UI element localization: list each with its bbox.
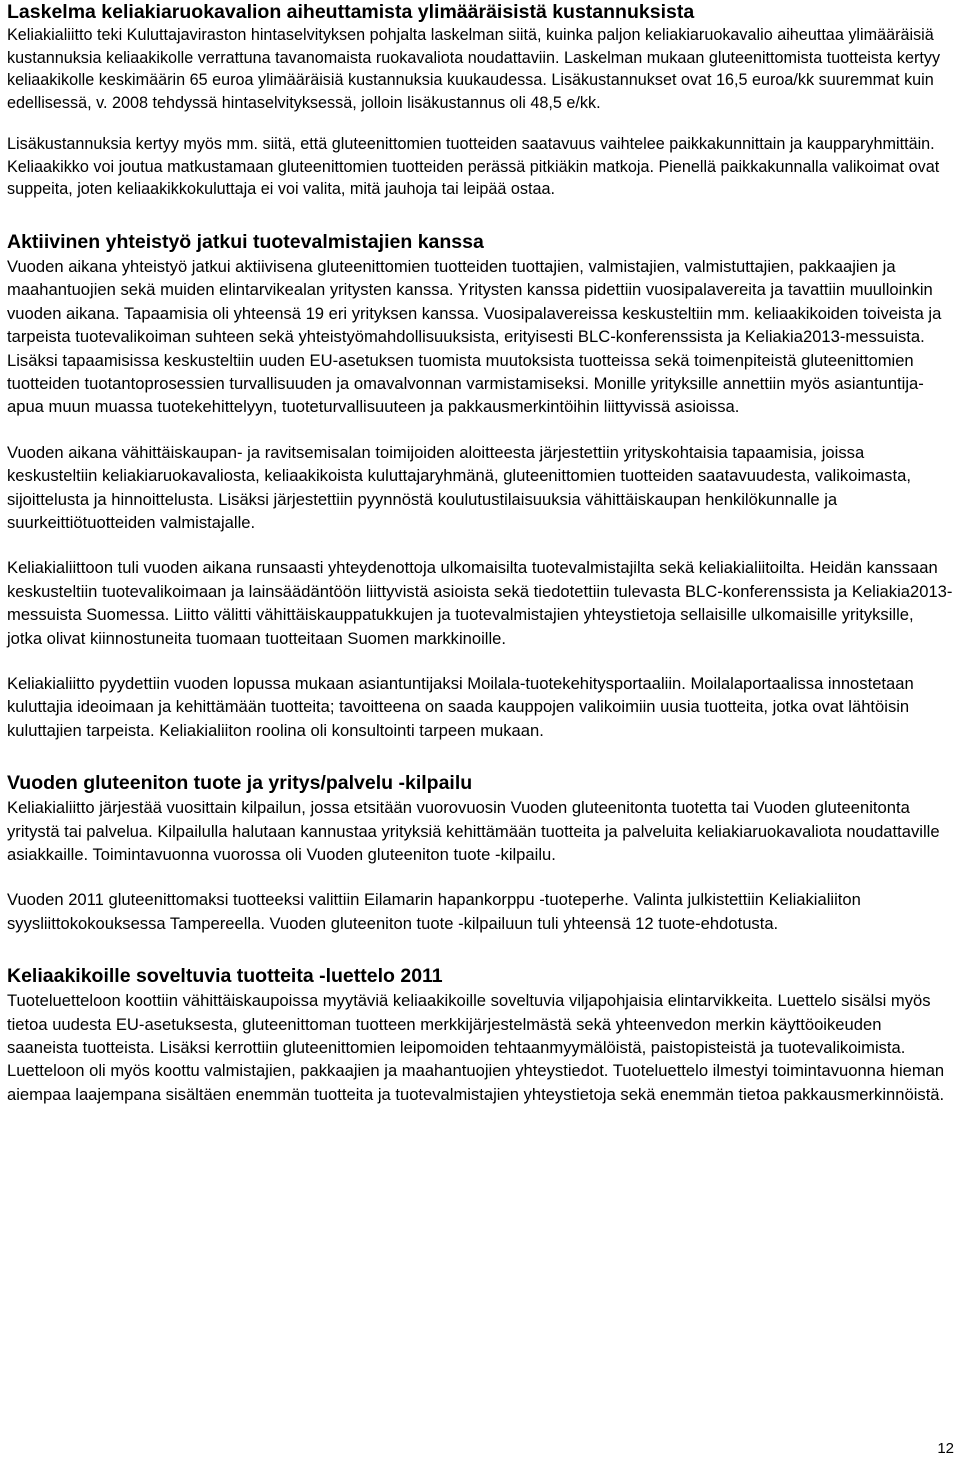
document-page [7,0,953,1106]
body-paragraph: Vuoden aikana yhteistyö jatkui aktiivisena gluteenittomien tuotteiden tuottajien, valmistajien, valmistuttajien, pakkaajien ja maahantuojien sekä muiden elintarvikealan yritysten kanssa. Yritysten kanssa pidettiin vuosipalavereita ja tavattiin muulloinkin vuoden aikana. Tapaamisia oli yhteensä 19 eri yrityksen kanssa. Vuosipalavereissa keskusteltiin mm. keliaakikoiden toiveista ja tarpeista tuotevalikoiman suhteen sekä yhteistyömahdollisuuksista, erityisesti BLC-konferenssista ja Keliakia2013-messuista. Lisäksi tapaamisissa keskusteltiin uuden EU-asetuksen tuomista muutoksista tuotteissa sekä toimenpiteistä gluteenittomien tuotteiden tuotantoprosessien turvallisuuden ja omavalvonnan varmistamiseksi. Monille yrityksille annettiin myös asiantuntija-apua muun muassa tuotekehittelyyn, tuoteturvallisuuteen ja pakkausmerkintöihin liittyvissä asioissa. [7,256,942,417]
page-number: 12 [937,1440,954,1457]
body-paragraph: Vuoden aikana vähittäiskaupan- ja ravitsemisalan toimijoiden aloitteesta järjestettiin yrityskohtaisia tapaamisia, joissa keskusteltiin keliakiaruokavaliosta, keliaakikoista kuluttajaryhmänä, gluteenittomien tuotteiden saatavuudesta, valikoimasta, sijoittelusta ja hinnoittelusta. Lisäksi järjestettiin pyynnöstä koulutustilaisuuksia vähittäiskaupan henkilökunnalle ja suurkeittiötuotteiden valmistajalle. [7,442,911,532]
section-manufacturer-cooperation [7,229,953,742]
body-paragraph: Keliakialiittoon tuli vuoden aikana runsaasti yhteydenottoja ulkomaisilta tuotevalmistajilta sekä keliakialiitoilta. Heidän kanssaan keskusteltiin tuotevalikoimaan ja lainsäädäntöön liittyvistä asioista sekä tiedotettiin tulevasta BLC-konferenssista ja Keliakia2013-messuista Suomessa. Liitto välitti vähittäiskauppatukkujen ja tuotevalmistajien yhteystietoja sellaisille ulkomaisille yrityksille, jotka olivat kiinnostuneita tuomaan tuotteitaan Suomen markkinoille. [7,558,953,648]
body-paragraph: Keliakialiitto pyydettiin vuoden lopussa mukaan asiantuntijaksi Moilala-tuotekehitysportaaliin. Moilalaportaalissa innostetaan kuluttajia ideoimaan ja kehittämään tuotteita; tavoitteena on saada kauppojen valikoimiin uusia tuotteita, jotka ovat lähtöisin kuluttajien tarpeista. Keliakialiiton roolina oli konsultointi tarpeen mukaan. [7,674,914,740]
section-cost-calculation [7,0,953,201]
body-paragraph: Keliakialiitto järjestää vuosittain kilpailun, jossa etsitään vuorovuosin Vuoden gluteenitonta tuotetta tai Vuoden gluteenitonta yritystä tai palvelua. Kilpailulla halutaan kannustaa yrityksiä kehittämään tuotteita ja palveluita keliakiaruokavaliota noudattaville asiakkaille. Toimintavuonna vuorossa oli Vuoden gluteeniton tuote -kilpailu. [7,798,940,865]
body-paragraph: Vuoden 2011 gluteenittomaksi tuotteeksi valittiin Eilamarin hapankorppu -tuoteperhe. Valinta julkistettiin Keliakialiiton syysliittokokouksessa Tampereella. Vuoden gluteeniton tuote -kilpailuun tuli yhteensä 12 tuote-ehdotusta. [7,890,861,933]
section-heading: Laskelma keliakiaruokavalion aiheuttamista ylimääräisistä kustannuksista [7,1,695,23]
section-heading: Vuoden gluteeniton tuote ja yritys/palvelu -kilpailu [7,772,473,795]
body-paragraph: Tuoteluetteloon koottiin vähittäiskaupoissa myytäviä keliaakikoille soveltuvia viljapohjaisia elintarvikkeita. Luettelo sisälsi myös tietoa uudesta EU-asetuksesta, gluteenittoman tuotteen merkkijärjestelmästä sekä yhteenvedon merkin käyttöoikeuden saaneista tuotteista. Lisäksi kerrottiin gluteenittomien leipomoiden tehtaanmyymälöistä, paistopisteistä ja tuotevalikoimista. Luetteloon oli myös koottu valmistajien, pakkaajien ja maahantuojien yhteystiedot. Tuoteluettelo ilmestyi toimintavuonna hieman aiempaa laajempana sisältäen enemmän tuotteita ja tuotevalmistajien yhteystietoja sekä enemmän tietoa pakkausmerkinnöistä. [7,991,945,1104]
body-paragraph: Lisäkustannuksia kertyy myös mm. siitä, että gluteenittomien tuotteiden saatavuus vaihtelee paikkakunnittain ja kaupparyhmittäin. Keliaakikko voi joutua matkustamaan gluteenittomien tuotteiden perässä pitkiäkin matkoja. Pienellä paikkakunnalla valikoimat ovat suppeita, joten keliaakikkokuluttaja ei voi valita, mitä jauhoja tai leipää ostaa. [7,134,940,199]
section-heading: Keliaakikoille soveltuvia tuotteita -luettelo 2011 [7,965,443,988]
section-heading: Aktiivinen yhteistyö jatkui tuotevalmistajien kanssa [7,230,484,253]
section-gluten-free-competition [7,770,953,935]
section-product-catalogue [7,963,953,1106]
body-paragraph: Keliakialiitto teki Kuluttajaviraston hintaselvityksen pohjalta laskelman siitä, kuinka paljon keliakiaruokavalio aiheuttaa ylimääräisiä kustannuksia keliaakikolle verrattuna tavanomaista ruokavaliota noudattaviin. Laskelman mukaan gluteenittomista tuotteista kertyy keliaakikolle keskimäärin 65 euroa ylimääräisiä kustannuksia kuukaudessa. Lisäkustannukset ovat 16,5 euroa/kk suuremmat kuin edellisessä, v. 2008 tehdyssä hintaselvityksessä, jolloin lisäkustannus oli 48,5 e/kk. [7,26,941,113]
